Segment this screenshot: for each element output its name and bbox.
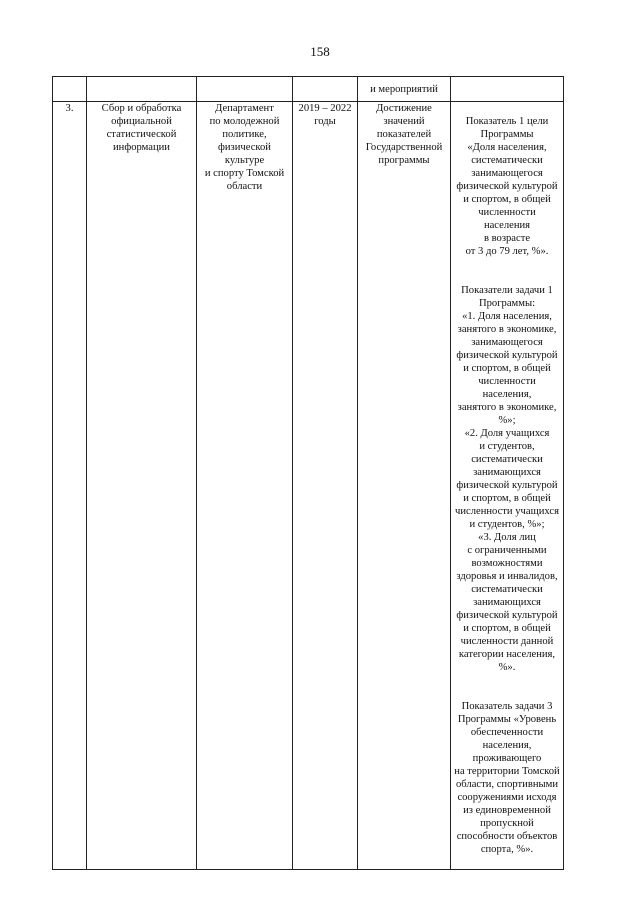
indicator-task-1: Показатели задачи 1 Программы: «1. Доля населения, занятого в экономике, занимающегося физической культурой и спортом, в общей численности населения, занятого в экономике, %»; «2. Доля учащихся и студентов, систематически занимающихся физической культурой и спортом, в общей численности учащихся и студентов, %»; «3. Доля лиц с ограниченными возможностями здоровья и инвалидов, систематически занимающихся физической культурой и спортом, в общей численности данной категории населения, %». bbox=[455, 285, 559, 673]
cont-cell-number bbox=[53, 77, 87, 102]
table-row bbox=[53, 102, 564, 870]
cont-cell-executor bbox=[197, 77, 293, 102]
row-number: 3. bbox=[53, 102, 87, 870]
row-result: Достижение значений показателей Государственной программы bbox=[358, 102, 451, 870]
cont-cell-name bbox=[87, 77, 197, 102]
row-period: 2019 – 2022 годы bbox=[293, 102, 358, 870]
cont-cell-result: и мероприятий bbox=[358, 77, 451, 102]
continuation-row bbox=[53, 77, 564, 102]
program-table bbox=[52, 76, 564, 870]
row-indicators bbox=[451, 102, 564, 870]
indicator-goal-1: Показатель 1 цели Программы «Доля населения, систематически занимающегося физической культурой и спортом, в общей численности населения в возрасте от 3 до 79 лет, %». bbox=[456, 116, 558, 257]
row-name: Сбор и обработка официальной статистической информации bbox=[87, 102, 197, 870]
cont-cell-period bbox=[293, 77, 358, 102]
indicator-task-3: Показатель задачи 3 Программы «Уровень обеспеченности населения, проживающего на территории Томской области, спортивными сооружениями исходя из единовременной пропускной способности объектов спорта, %». bbox=[454, 701, 560, 855]
cont-cell-indicators bbox=[451, 77, 564, 102]
page-number: 158 bbox=[310, 44, 330, 59]
row-executor: Департамент по молодежной политике, физической культуре и спорту Томской области bbox=[197, 102, 293, 870]
